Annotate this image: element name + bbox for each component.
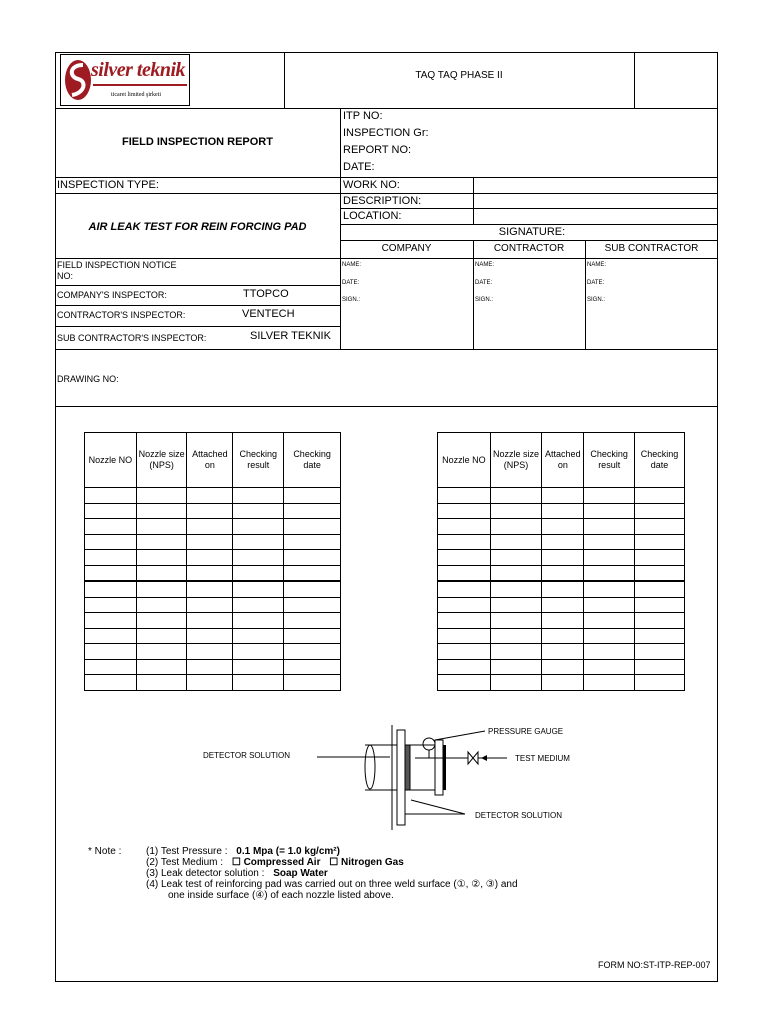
table-header-row (438, 433, 685, 488)
notice-label-line1: FIELD INSPECTION NOTICE (57, 260, 177, 270)
table-cell[interactable] (284, 550, 341, 566)
table-cell[interactable] (438, 503, 491, 519)
sig-col-company: COMPANY (381, 243, 432, 254)
table-cell[interactable] (136, 503, 187, 519)
table-cell[interactable] (85, 628, 137, 644)
table-cell[interactable] (542, 565, 584, 581)
table-cell[interactable] (438, 550, 491, 566)
table-cell[interactable] (438, 581, 491, 597)
col-checking-date: Checking date (284, 433, 341, 488)
table-cell[interactable] (136, 613, 187, 629)
table-cell[interactable] (635, 659, 685, 675)
nozzle-table-left (84, 432, 341, 691)
project-title: TAQ TAQ PHASE II (415, 70, 503, 81)
company-logo (60, 54, 190, 106)
table-cell[interactable] (584, 503, 635, 519)
table-cell[interactable] (85, 534, 137, 550)
table-row (438, 503, 685, 519)
table-cell[interactable] (233, 534, 284, 550)
notice-label-line2: NO: (57, 271, 74, 281)
sig-col-contractor: CONTRACTOR (493, 243, 565, 254)
table-cell[interactable] (584, 581, 635, 597)
table-cell[interactable] (635, 488, 685, 504)
table-cell[interactable] (542, 613, 584, 629)
sub-inspector-value: SILVER TEKNIK (250, 330, 331, 342)
logo-swirl-icon (63, 57, 93, 103)
test-title: AIR LEAK TEST FOR REIN FORCING PAD (88, 221, 307, 233)
table-cell[interactable] (85, 675, 137, 691)
table-cell[interactable] (233, 613, 284, 629)
note-4: (4) Leak test of reinforcing pad was carried out on three weld surface (①, ②, ③) and (146, 879, 518, 890)
logo-subtext: ticaret limited şirketi (111, 92, 161, 98)
table-row (438, 628, 685, 644)
table-cell[interactable] (187, 613, 233, 629)
table-cell[interactable] (233, 659, 284, 675)
table-cell[interactable] (438, 675, 491, 691)
table-cell[interactable] (542, 519, 584, 535)
table-cell[interactable] (490, 613, 542, 629)
nozzle-table-right (437, 432, 685, 691)
label-test-medium: TEST MEDIUM (515, 754, 570, 763)
table-cell[interactable] (233, 519, 284, 535)
company-sig-name: NAME: (342, 262, 362, 268)
table-row (438, 613, 685, 629)
table-cell[interactable] (635, 519, 685, 535)
table-cell[interactable] (584, 628, 635, 644)
table-row (438, 488, 685, 504)
note-1: (1) Test Pressure : (146, 846, 228, 857)
col-nozzle-size: Nozzle size (NPS) (136, 433, 187, 488)
table-cell[interactable] (284, 675, 341, 691)
table-cell[interactable] (584, 565, 635, 581)
note-3: (3) Leak detector solution : (146, 868, 265, 879)
table-row (85, 581, 341, 597)
table-cell[interactable] (635, 565, 685, 581)
col-checking-date: Checking date (635, 433, 685, 488)
table-cell[interactable] (490, 628, 542, 644)
logo-underline (93, 84, 187, 86)
table-body-left (85, 488, 341, 691)
table-row (438, 675, 685, 691)
table-cell[interactable] (136, 488, 187, 504)
table-cell[interactable] (85, 581, 137, 597)
table-row (85, 565, 341, 581)
table-cell[interactable] (187, 644, 233, 660)
table-cell[interactable] (438, 534, 491, 550)
table-cell[interactable] (635, 613, 685, 629)
table-row (85, 550, 341, 566)
table-row (438, 519, 685, 535)
location-label: LOCATION: (343, 210, 402, 222)
table-cell[interactable] (438, 597, 491, 613)
inspection-type-label: INSPECTION TYPE: (57, 179, 159, 191)
table-cell[interactable] (187, 659, 233, 675)
col-nozzle-size: Nozzle size (NPS) (490, 433, 542, 488)
table-cell[interactable] (584, 597, 635, 613)
table-cell[interactable] (284, 488, 341, 504)
table-cell[interactable] (542, 534, 584, 550)
table-cell[interactable] (490, 550, 542, 566)
table-cell[interactable] (584, 534, 635, 550)
table-cell[interactable] (136, 534, 187, 550)
form-number: FORM NO:ST-ITP-REP-007 (598, 960, 711, 970)
table-cell[interactable] (233, 628, 284, 644)
label-detector-bottom: DETECTOR SOLUTION (475, 811, 562, 820)
table-cell[interactable] (635, 597, 685, 613)
table-cell[interactable] (542, 597, 584, 613)
table-cell[interactable] (284, 597, 341, 613)
table-cell[interactable] (85, 613, 137, 629)
table-cell[interactable] (584, 644, 635, 660)
table-row (85, 519, 341, 535)
report-no-label: REPORT NO: (343, 144, 412, 156)
note-2-opt1: ☐ Compressed Air (231, 857, 321, 868)
table-cell[interactable] (584, 659, 635, 675)
table-cell[interactable] (85, 659, 137, 675)
sub-sig-date: DATE: (587, 280, 605, 286)
table-cell[interactable] (284, 565, 341, 581)
table-cell[interactable] (187, 550, 233, 566)
table-cell[interactable] (542, 644, 584, 660)
col-attached-on: Attached on (542, 433, 584, 488)
table-cell[interactable] (85, 644, 137, 660)
label-pressure-gauge: PRESSURE GAUGE (488, 727, 564, 736)
table-cell[interactable] (136, 565, 187, 581)
table-cell[interactable] (542, 628, 584, 644)
table-cell[interactable] (438, 565, 491, 581)
work-no-label: WORK NO: (343, 179, 400, 191)
table-cell[interactable] (136, 659, 187, 675)
table-cell[interactable] (490, 597, 542, 613)
table-cell[interactable] (635, 581, 685, 597)
contractor-inspector-value: VENTECH (242, 308, 295, 320)
table-cell[interactable] (85, 503, 137, 519)
table-row (438, 565, 685, 581)
table-cell[interactable] (635, 534, 685, 550)
table-cell[interactable] (85, 565, 137, 581)
company-sig-sign: SIGN.: (342, 297, 361, 303)
table-cell[interactable] (542, 675, 584, 691)
table-cell[interactable] (490, 565, 542, 581)
table-cell[interactable] (136, 644, 187, 660)
itp-no-label: ITP NO: (343, 110, 383, 122)
table-cell[interactable] (233, 675, 284, 691)
sig-col-subcontractor: SUB CONTRACTOR (604, 243, 699, 254)
table-cell[interactable] (635, 550, 685, 566)
report-title: FIELD INSPECTION REPORT (122, 136, 273, 148)
table-cell[interactable] (284, 659, 341, 675)
table-cell[interactable] (584, 550, 635, 566)
table-cell[interactable] (635, 644, 685, 660)
table-cell[interactable] (635, 628, 685, 644)
table-header-row (85, 433, 341, 488)
table-cell[interactable] (187, 597, 233, 613)
table-cell[interactable] (187, 503, 233, 519)
table-row (85, 613, 341, 629)
table-cell[interactable] (284, 581, 341, 597)
note-3-value: Soap Water (273, 868, 328, 879)
table-cell[interactable] (635, 675, 685, 691)
table-cell[interactable] (635, 503, 685, 519)
table-cell[interactable] (85, 519, 137, 535)
contractor-sig-sign: SIGN.: (475, 297, 494, 303)
table-cell[interactable] (136, 628, 187, 644)
col-attached-on: Attached on (187, 433, 233, 488)
col-nozzle-no: Nozzle NO (438, 433, 491, 488)
table-cell[interactable] (187, 534, 233, 550)
table-cell[interactable] (284, 628, 341, 644)
table-cell[interactable] (187, 628, 233, 644)
table-cell[interactable] (187, 581, 233, 597)
col-checking-result: Checking result (233, 433, 284, 488)
table-cell[interactable] (490, 675, 542, 691)
table-cell[interactable] (490, 519, 542, 535)
table-cell[interactable] (542, 581, 584, 597)
table-row (85, 503, 341, 519)
note-2: (2) Test Medium : (146, 857, 224, 868)
table-cell[interactable] (284, 613, 341, 629)
table-cell[interactable] (187, 488, 233, 504)
table-cell[interactable] (233, 565, 284, 581)
table-cell[interactable] (233, 550, 284, 566)
logo-text: silver teknik (91, 59, 186, 81)
table-cell[interactable] (233, 597, 284, 613)
table-cell[interactable] (542, 550, 584, 566)
table-cell[interactable] (490, 659, 542, 675)
table-row (438, 581, 685, 597)
table-cell[interactable] (85, 488, 137, 504)
table-cell[interactable] (584, 613, 635, 629)
table-cell[interactable] (233, 488, 284, 504)
table-cell[interactable] (542, 488, 584, 504)
col-nozzle-no: Nozzle NO (85, 433, 137, 488)
table-row (85, 597, 341, 613)
table-cell[interactable] (438, 628, 491, 644)
contractor-sig-name: NAME: (475, 262, 495, 268)
drawing-no-label: DRAWING NO: (57, 374, 119, 384)
table-cell[interactable] (284, 503, 341, 519)
table-cell[interactable] (490, 644, 542, 660)
table-cell[interactable] (438, 659, 491, 675)
note-2-opt2: ☐ Nitrogen Gas (329, 857, 404, 868)
table-row (85, 534, 341, 550)
company-inspector-value: TTOPCO (243, 288, 289, 300)
table-cell[interactable] (490, 503, 542, 519)
note-prefix: * Note : (88, 846, 122, 857)
table-cell[interactable] (136, 581, 187, 597)
table-cell[interactable] (490, 581, 542, 597)
note-4-cont: one inside surface (④) of each nozzle listed above. (168, 890, 394, 901)
table-row (85, 675, 341, 691)
contractor-inspector-label: CONTRACTOR'S INSPECTOR: (57, 310, 186, 320)
table-row (85, 644, 341, 660)
label-detector-left: DETECTOR SOLUTION (203, 751, 290, 760)
table-cell[interactable] (438, 613, 491, 629)
table-cell[interactable] (284, 534, 341, 550)
table-row (85, 659, 341, 675)
table-cell[interactable] (542, 503, 584, 519)
table-cell[interactable] (136, 597, 187, 613)
table-cell[interactable] (584, 675, 635, 691)
notice-label (57, 260, 177, 282)
table-cell[interactable] (438, 644, 491, 660)
signature-title: SIGNATURE: (498, 226, 566, 238)
sub-sig-name: NAME: (587, 262, 607, 268)
table-cell[interactable] (233, 503, 284, 519)
note-1-value: 0.1 Mpa (= 1.0 kg/cm²) (236, 846, 340, 857)
table-body-right (438, 488, 685, 691)
table-cell[interactable] (136, 675, 187, 691)
table-cell[interactable] (438, 488, 491, 504)
date-label: DATE: (343, 161, 375, 173)
sub-sig-sign: SIGN.: (587, 297, 606, 303)
table-cell[interactable] (187, 675, 233, 691)
table-cell[interactable] (85, 597, 137, 613)
table-cell[interactable] (233, 644, 284, 660)
table-row (438, 659, 685, 675)
table-cell[interactable] (490, 488, 542, 504)
table-row (85, 488, 341, 504)
table-cell[interactable] (187, 519, 233, 535)
table-row (438, 597, 685, 613)
table-cell[interactable] (584, 519, 635, 535)
table-row (438, 550, 685, 566)
table-cell[interactable] (136, 550, 187, 566)
table-row (85, 628, 341, 644)
table-cell[interactable] (490, 534, 542, 550)
table-cell[interactable] (584, 488, 635, 504)
col-checking-result: Checking result (584, 433, 635, 488)
table-row (438, 644, 685, 660)
table-row (438, 534, 685, 550)
leak-test-diagram (185, 700, 685, 835)
table-cell[interactable] (438, 519, 491, 535)
table-cell[interactable] (233, 581, 284, 597)
company-inspector-label: COMPANY'S INSPECTOR: (57, 290, 167, 300)
table-cell[interactable] (284, 519, 341, 535)
description-label: DESCRIPTION: (343, 195, 422, 207)
table-cell[interactable] (542, 659, 584, 675)
sub-inspector-label: SUB CONTRACTOR'S INSPECTOR: (57, 333, 207, 343)
table-cell[interactable] (284, 644, 341, 660)
table-cell[interactable] (85, 550, 137, 566)
inspection-gr-label: INSPECTION Gr: (343, 127, 429, 139)
table-cell[interactable] (136, 519, 187, 535)
company-sig-date: DATE: (342, 280, 360, 286)
table-cell[interactable] (187, 565, 233, 581)
contractor-sig-date: DATE: (475, 280, 493, 286)
